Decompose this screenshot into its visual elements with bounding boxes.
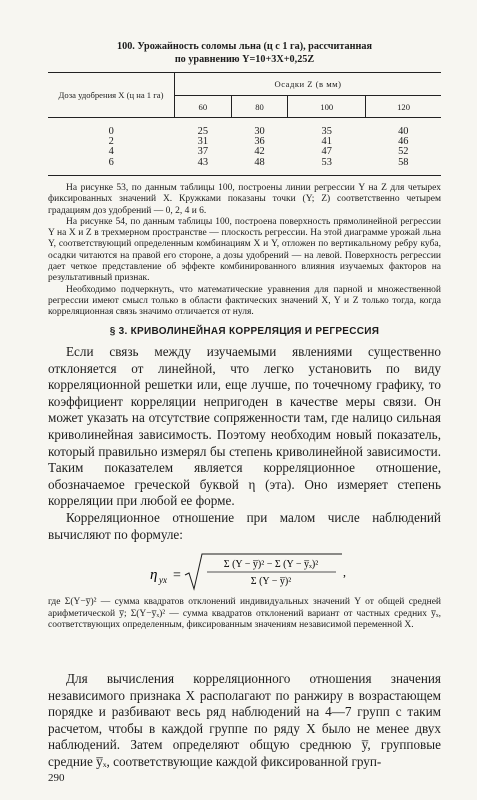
table-cell: 53 xyxy=(288,158,366,176)
table-caption-line-1: 100. Урожайность соломы льна (ц с 1 га), рассчитанная xyxy=(117,41,372,52)
table-cell: 47 xyxy=(321,146,332,158)
table-cell: 52 xyxy=(398,146,409,158)
formula-denominator: Σ (Y − y̅)² xyxy=(250,576,292,587)
rain-level-header: 80 xyxy=(231,96,288,118)
table-cell: 4 xyxy=(108,146,114,158)
table-cell: 36 xyxy=(254,136,265,148)
body-text-block xyxy=(48,344,441,543)
table-row xyxy=(48,158,441,176)
small-paragraph: На рисунке 53, по данным таблицы 100, построены линии регрессии Y на Z для четырех фиксированных значений X. Кружками показаны точки (Y; Z) соответственно четырем градациям доз удобрений — 0, 2, 4 и 6. xyxy=(48,183,441,216)
formula-lhs-subscript: yx xyxy=(159,575,167,585)
rain-level-header: 100 xyxy=(288,96,366,118)
table-row xyxy=(48,118,441,138)
table-row xyxy=(48,147,441,157)
small-paragraph: Необходимо подчеркнуть, что математические уравнения для парной и множественной регрессии имеют смысл только в области фактических значений X, Y и Z только тогда, когда корреляционная связь значимо отличается от нуля. xyxy=(48,284,441,318)
table-cell: 31 xyxy=(197,136,209,148)
formula-trailing-comma: , xyxy=(343,565,346,579)
body-paragraph: Если связь между изучаемыми явлениями существенно отклоняется от линейной, что легко установить по виду корреляционной решетки или, еще лучше, по точечному графику, то коэффициент корреляции непригоден в качестве меры связи. Он может указать на отсутствие сопряженности там, где налицо сильная криволинейная зависимость. Поэтому необходим новый показатель, который правильно измерял бы степень криволинейной зависимости. Таким показателем является корреляционное отношение, обозначаемое греческой буквой η (эта). Оно измеряет степень корреляции при любой ее форме. xyxy=(48,344,441,509)
table-caption-line-2: по уравнению Y=10+3X+0,25Z xyxy=(174,54,315,65)
dose-column-header: Доза удобрения X (ц на 1 га) xyxy=(48,73,175,118)
formula-equals: = xyxy=(173,568,181,583)
formula-note: где Σ(Y−y̅)² — сумма квадратов отклонений индивидуальных значений Y от общей средней арифметической y̅; Σ(Y−y̅ₓ)² — сумма квадратов отклонений вариант от частных средних y̅ₓ, соответствующих определенным, фиксированным значениям независимой переменной X. xyxy=(48,597,441,631)
rain-column-header: Осадки Z (в мм) xyxy=(175,73,442,96)
rain-level-header: 120 xyxy=(366,96,441,118)
table-row xyxy=(48,137,441,147)
table-cell: 6 xyxy=(48,158,175,176)
table-caption xyxy=(48,40,441,66)
table-cell: 30 xyxy=(254,126,265,137)
table-cell: 40 xyxy=(398,126,409,137)
section-title: § 3. КРИВОЛИНЕЙНАЯ КОРРЕЛЯЦИЯ И РЕГРЕССИЯ xyxy=(109,326,380,337)
formula-lhs: η xyxy=(150,567,158,583)
page-number: 290 xyxy=(48,772,65,784)
table-cell: 41 xyxy=(321,136,332,148)
small-paragraph: На рисунке 54, по данным таблицы 100, построена поверхность прямолинейной регрессии Y на X и Z в трехмерном пространстве — плоскость регрессии. На этой диаграмме урожай льна Y, соответствующий определенным комбинациям X и Y, отложен по вертикальному ребру куба, осадки читаются на правой его стороне, а дозы удобрений — на левой. Поверхность регрессии дает четкое представление об эффекте комбинированного влияния изучаемых факторов на результативный признак. xyxy=(48,216,441,284)
yield-table xyxy=(48,72,441,176)
small-text-block xyxy=(48,183,441,319)
table-cell: 25 xyxy=(197,126,209,137)
table-cell: 48 xyxy=(231,158,288,176)
table-cell: 0 xyxy=(108,126,114,137)
table-cell: 42 xyxy=(254,146,265,158)
correlation-ratio-formula xyxy=(150,552,350,592)
table-cell: 58 xyxy=(366,158,441,176)
table-cell: 35 xyxy=(321,126,332,137)
formula-numerator: Σ (Y − y̅)² − Σ (Y − y̅ₓ)² xyxy=(223,559,319,570)
table-cell: 37 xyxy=(197,146,209,158)
rain-level-header: 60 xyxy=(175,96,232,118)
table-cell: 2 xyxy=(108,136,114,148)
body-text-block-2 xyxy=(48,671,441,771)
body-paragraph: Для вычисления корреляционного отношения значения независимого признака X располагают по ранжиру в возрастающем порядке и разбивают весь ряд наблюдений на 4—7 групп с таким расчетом, чтобы в каждой группе по ряду X было не менее двух наблюдений. Затем определяют общую среднюю y̅, групповые средние y̅ₓ, соответствующие каждой фиксированной груп- xyxy=(48,671,441,769)
table-cell: 46 xyxy=(398,136,409,148)
body-paragraph: Корреляционное отношение при малом числе наблюдений вычисляют по формуле: xyxy=(48,509,441,542)
table-cell: 43 xyxy=(175,158,232,176)
